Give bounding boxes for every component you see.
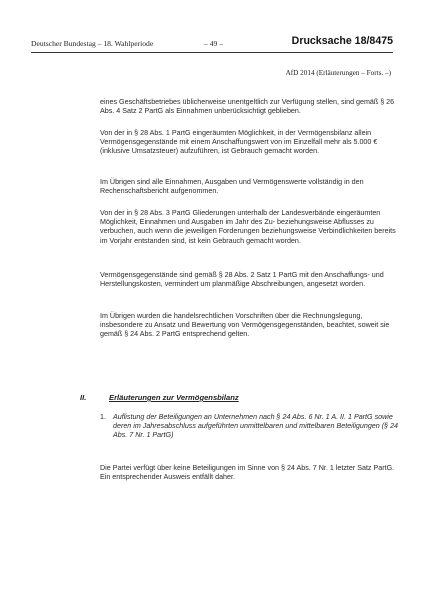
body-paragraph <box>100 464 396 482</box>
body-paragraph <box>100 312 396 340</box>
document-number-prefix: Drucksache 18/ <box>291 35 370 47</box>
subheader: AfD 2014 (Erläuterungen – Forts. –) <box>285 69 391 77</box>
paragraph-text: eines Geschäftsbetriebes üblicherweise unentgeltlich zur Verfügung stellen, sind gemäß § 26 Abs. 4 Satz 2 PartG als Einnahmen unberücksichtigt geblieben. <box>100 98 395 116</box>
paragraph-text: Von der in § 28 Abs. 1 PartG eingeräumten Möglichkeit, in der Vermögensbilanz allein Vermögensgegenstände mit einem Anschaffungswert von im Einzelfall mehr als 5.000 € (inklusive Umsatzsteuer) aufzuführen, ist Gebrauch gemacht worden. <box>100 129 378 156</box>
body-paragraph <box>100 209 396 246</box>
paragraph-text: Von der in § 28 Abs. 3 PartG Gliederungen unterhalb der Landesverbände eingeräumten Möglichkeit, Einnahmen und Ausgaben im Jahr des Zu- beziehungsweise Abflusses zu verbuchen, auch wenn die jeweiligen Forderungen beziehungsweise Verbindlichkeiten bereits im Vorjahr entstanden sind, ist kein Gebrauch gemacht worden. <box>100 209 396 245</box>
header-periodical: Deutscher Bundestag – 18. Wahlperiode <box>31 39 154 48</box>
body-paragraph <box>100 98 396 116</box>
header-rule <box>31 52 393 53</box>
section-title: Erläuterungen zur Vermögensbilanz <box>109 393 239 402</box>
paragraph-text: Vermögensgegenstände sind gemäß § 28 Abs. 2 Satz 1 PartG mit den Anschaffungs- und Herstellungskosten, vermindert um planmäßige Abschreibungen, angesetzt worden. <box>100 271 384 289</box>
document-number-value: 8475 <box>369 35 393 47</box>
section-heading <box>80 393 400 402</box>
running-header <box>31 35 393 51</box>
item-number: 1. <box>100 413 106 421</box>
numbered-item <box>100 413 399 441</box>
document-number <box>292 35 393 47</box>
page-number: – 49 – <box>204 39 223 48</box>
paragraph-text: Im Übrigen wurden die handelsrechtlichen Vorschriften über die Rechnungslegung, insbesondere zu Ansatz und Bewertung von Vermögensgegenständen, beachtet, soweit sie gemäß § 24 Abs. 2 PartG entsprechend gelten. <box>100 312 390 339</box>
item-text: Auflistung der Beteiligungen an Unternehmen nach § 24 Abs. 6 Nr. 1 A. II. 1 PartG sowie deren im Jahresabschluss aufgeführten unmittelbaren und mittelbaren Beteiligungen (§ 24 Abs. 7 Nr. 1 PartG) <box>113 413 399 440</box>
paragraph-text: Die Partei verfügt über keine Beteiligungen im Sinne von § 24 Abs. 7 Nr. 1 letzter Satz PartG. Ein entsprechender Ausweis entfällt daher. <box>100 464 395 482</box>
body-paragraph <box>100 178 396 196</box>
body-paragraph <box>100 271 396 289</box>
paragraph-text: Im Übrigen sind alle Einnahmen, Ausgaben und Vermögenswerte vollständig in den Rechenschaftsbericht aufgenommen. <box>100 178 364 196</box>
body-paragraph <box>100 129 396 157</box>
section-number: II. <box>80 393 87 402</box>
